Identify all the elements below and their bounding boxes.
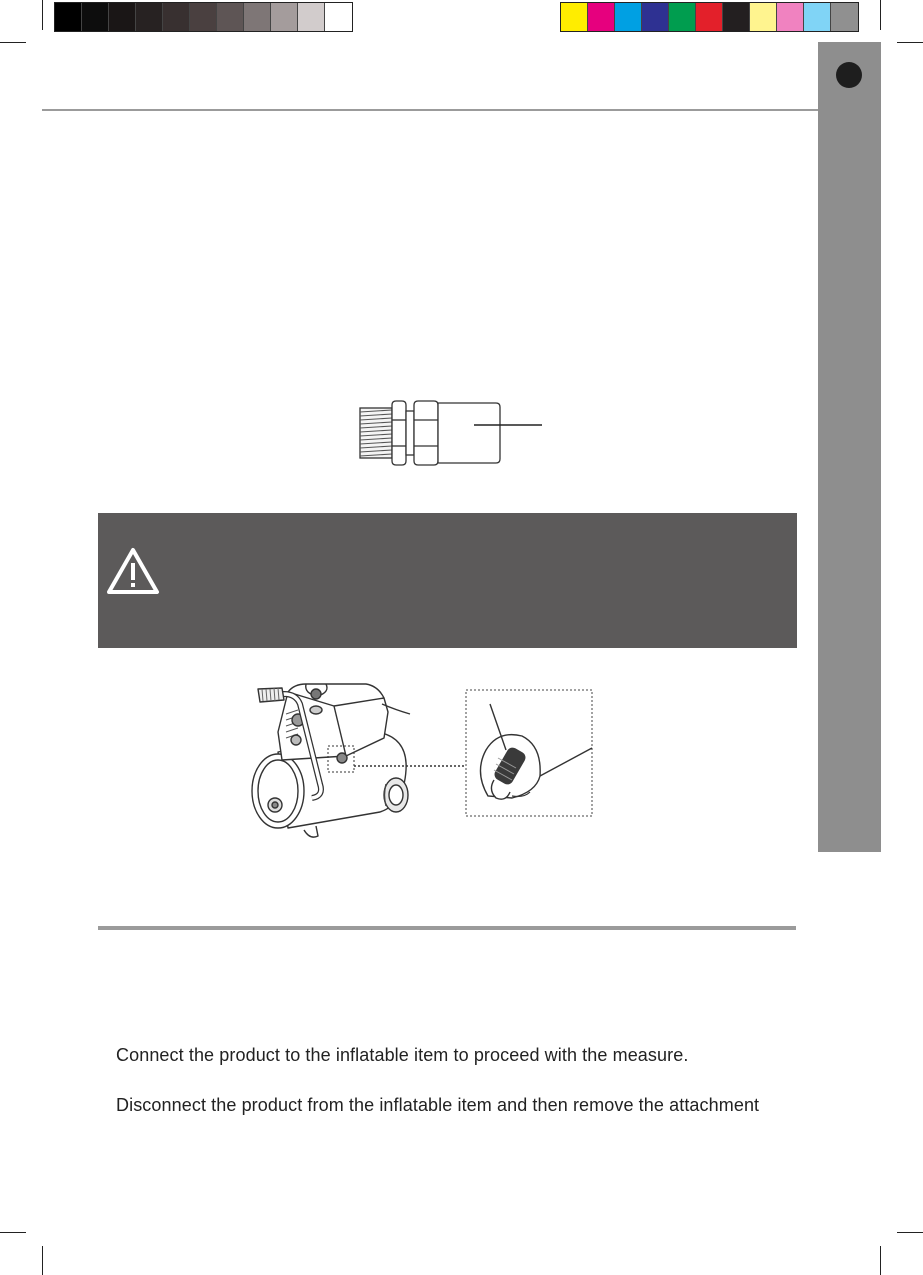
- color-swatch: [271, 3, 298, 31]
- color-swatch: [750, 3, 777, 31]
- color-swatch: [561, 3, 588, 31]
- air-compressor-illustration: [248, 680, 596, 844]
- outlet-detail-illustration: [466, 690, 592, 816]
- crop-mark: [897, 1232, 923, 1233]
- grayscale-color-bar: [54, 2, 353, 32]
- color-swatch: [777, 3, 804, 31]
- warning-triangle-icon: [106, 546, 160, 596]
- adapter-fitting-illustration: [356, 398, 546, 468]
- color-swatch: [163, 3, 190, 31]
- color-swatch: [136, 3, 163, 31]
- color-swatch: [55, 3, 82, 31]
- crop-mark: [880, 1246, 881, 1275]
- color-swatch: [325, 3, 352, 31]
- instruction-disconnect-text: Disconnect the product from the inflatable item and then remove the attachment: [116, 1095, 760, 1115]
- section-rule: [98, 926, 796, 930]
- section-side-tab: [818, 42, 881, 852]
- color-swatch: [669, 3, 696, 31]
- color-swatch: [831, 3, 858, 31]
- crop-mark: [0, 1232, 26, 1233]
- header-rule: [42, 109, 818, 111]
- color-swatch: [615, 3, 642, 31]
- color-swatch: [298, 3, 325, 31]
- color-swatch: [723, 3, 750, 31]
- color-swatch: [642, 3, 669, 31]
- crop-mark: [42, 0, 43, 30]
- crop-mark: [880, 0, 881, 30]
- color-swatch: [804, 3, 831, 31]
- color-swatch: [190, 3, 217, 31]
- crop-mark: [42, 1246, 43, 1275]
- color-swatch: [109, 3, 136, 31]
- color-swatch: [244, 3, 271, 31]
- crop-mark: [897, 42, 923, 43]
- color-swatch: [696, 3, 723, 31]
- instruction-connect-text: Connect the product to the inflatable item to proceed with the measure.: [116, 1045, 689, 1065]
- section-marker-dot: [836, 62, 862, 88]
- color-swatch: [82, 3, 109, 31]
- process-color-bar: [560, 2, 859, 32]
- color-swatch: [588, 3, 615, 31]
- color-swatch: [217, 3, 244, 31]
- warning-panel: [98, 513, 797, 648]
- crop-mark: [0, 42, 26, 43]
